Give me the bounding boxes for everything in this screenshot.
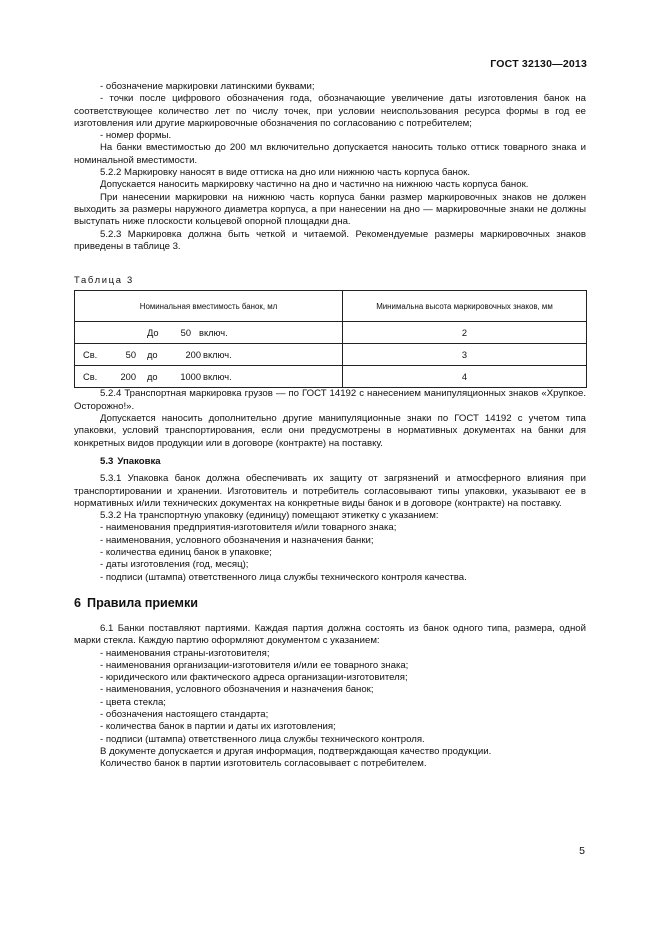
list-item: - точки после цифрового обозначения года, обозначающие увеличение даты изготовления банок на соответствующее количество лет по числу точек, при условии неиспользования ресурса формы в год ее изготовления или другие маркировочные обозначения по согласованию с потребителем;: [74, 93, 586, 129]
paragraph: Допускается наносить дополнительно другие манипуляционные знаки по ГОСТ 14192 с учетом типа упаковки, условий транспортирования, если они предусмотрены в нормативных документах на банки для конкретных видов продукции или в договоре (контракте) на поставку.: [74, 413, 586, 449]
table-row: [75, 366, 587, 388]
section-number: 6: [74, 595, 82, 610]
section-heading-6: [74, 596, 586, 611]
height-cell: 4: [343, 366, 587, 388]
list-item: - наименования страны-изготовителя;: [100, 647, 270, 659]
paragraph: В документе допускается и другая информация, подтверждающая качество продукции.: [100, 745, 492, 757]
list-item: - подписи (штампа) ответственного лица службы технического контроля.: [100, 733, 425, 745]
list-item: - номер формы.: [100, 130, 172, 142]
range-to-word: До: [147, 328, 159, 339]
paragraph: Допускается наносить маркировку частично на дно и частично на нижнюю часть корпуса банок.: [100, 179, 529, 191]
range-from-value: 200: [120, 372, 136, 383]
list-item: - обозначения настоящего стандарта;: [100, 708, 269, 720]
page-number: 5: [579, 845, 585, 857]
list-item: - обозначение маркировки латинскими буквами;: [100, 81, 315, 92]
capacity-cell: [75, 344, 343, 366]
capacity-cell: [75, 322, 343, 344]
table-caption: Таблица 3: [74, 274, 134, 286]
range-inclusive: включ.: [203, 372, 232, 383]
section-title: Правила приемки: [87, 595, 198, 610]
list-item: - количества банок в партии и даты их изготовления;: [100, 721, 336, 733]
list-item: - наименования организации-изготовителя и/или ее товарного знака;: [100, 659, 409, 671]
range-prefix: Св.: [83, 372, 98, 383]
range-to-word: до: [147, 372, 158, 383]
list-item: - наименования, условного обозначения и назначения банок;: [100, 684, 374, 696]
range-to-value: 50: [180, 328, 191, 339]
subsection-title: Упаковка: [117, 455, 161, 467]
clause-5-2-3: 5.2.3 Маркировка должна быть четкой и читаемой. Рекомендуемые размеры маркировочных знаков приведены в таблице 3.: [74, 228, 586, 252]
paragraph: Количество банок в партии изготовитель согласовывает с потребителем.: [100, 758, 427, 770]
table-3: [74, 290, 587, 388]
list-item: - цвета стекла;: [100, 696, 166, 708]
clause-5-3-2: 5.3.2 На транспортную упаковку (единицу) помещают этикетку с указанием:: [100, 510, 439, 522]
capacity-cell: [75, 366, 343, 388]
range-prefix: Св.: [83, 350, 98, 361]
range-to-word: до: [147, 350, 158, 361]
range-to-value: 1000: [180, 372, 201, 383]
table-header-row: [75, 291, 587, 322]
range-to-value: 200: [185, 350, 201, 361]
column-header-capacity: Номинальная вместимость банок, мл: [75, 291, 343, 322]
list-item: - наименования предприятия-изготовителя и/или товарного знака;: [100, 522, 397, 534]
clause-5-3-1: 5.3.1 Упаковка банок должна обеспечивать их защиту от загрязнений и атмосферного влияния при транспортировании и хранении. Изготовитель и потребитель согласовывают типы упаковки, указывают ее в нормативных и/или технических документах на конкретные виды банок и в договоре (контракте) на поставку.: [74, 473, 586, 509]
list-item: - юридического или фактического адреса организации-изготовителя;: [100, 672, 408, 684]
page-content: [74, 81, 586, 770]
document-code: ГОСТ 32130—2013: [490, 58, 587, 70]
paragraph: На банки вместимостью до 200 мл включительно допускается наносить только оттиск товарного знака и номинальной вместимости.: [74, 142, 586, 166]
clause-5-2-2: 5.2.2 Маркировку наносят в виде оттиска на дно или нижнюю часть корпуса банок.: [100, 167, 471, 179]
clause-6-1: 6.1 Банки поставляют партиями. Каждая партия должна состоять из банок одного типа, размера, одной марки стекла. Каждую партию оформляют документом с указанием:: [74, 622, 586, 647]
paragraph: При нанесении маркировки на нижнюю часть корпуса банки размер маркировочных знаков не должен выходить за размеры наружного диаметра корпуса, а при нанесении на дно — маркировочные знаки не должны выступать ниже плоскости кольцевой опорной площадки дна.: [74, 191, 586, 228]
column-header-height: Минимальна высота маркировочных знаков, мм: [343, 291, 587, 322]
list-item: - даты изготовления (год, месяц);: [100, 559, 249, 571]
table-row: [75, 322, 587, 344]
list-item: - количества единиц банок в упаковке;: [100, 547, 272, 559]
range-inclusive: включ.: [199, 328, 228, 339]
subsection-heading-5-3: [74, 456, 586, 468]
range-inclusive: включ.: [203, 350, 232, 361]
list-item: - подписи (штампа) ответственного лица службы технического контроля качества.: [100, 571, 467, 583]
table-row: [75, 344, 587, 366]
list-item: - наименования, условного обозначения и назначения банки;: [100, 534, 374, 546]
clause-5-2-4: 5.2.4 Транспортная маркировка грузов — по ГОСТ 14192 с нанесением манипуляционных знаков «Хрупкое. Осторожно!».: [74, 388, 586, 412]
range-from-value: 50: [125, 350, 136, 361]
height-cell: 3: [343, 344, 587, 366]
height-cell: 2: [343, 322, 587, 344]
subsection-number: 5.3: [100, 455, 114, 467]
